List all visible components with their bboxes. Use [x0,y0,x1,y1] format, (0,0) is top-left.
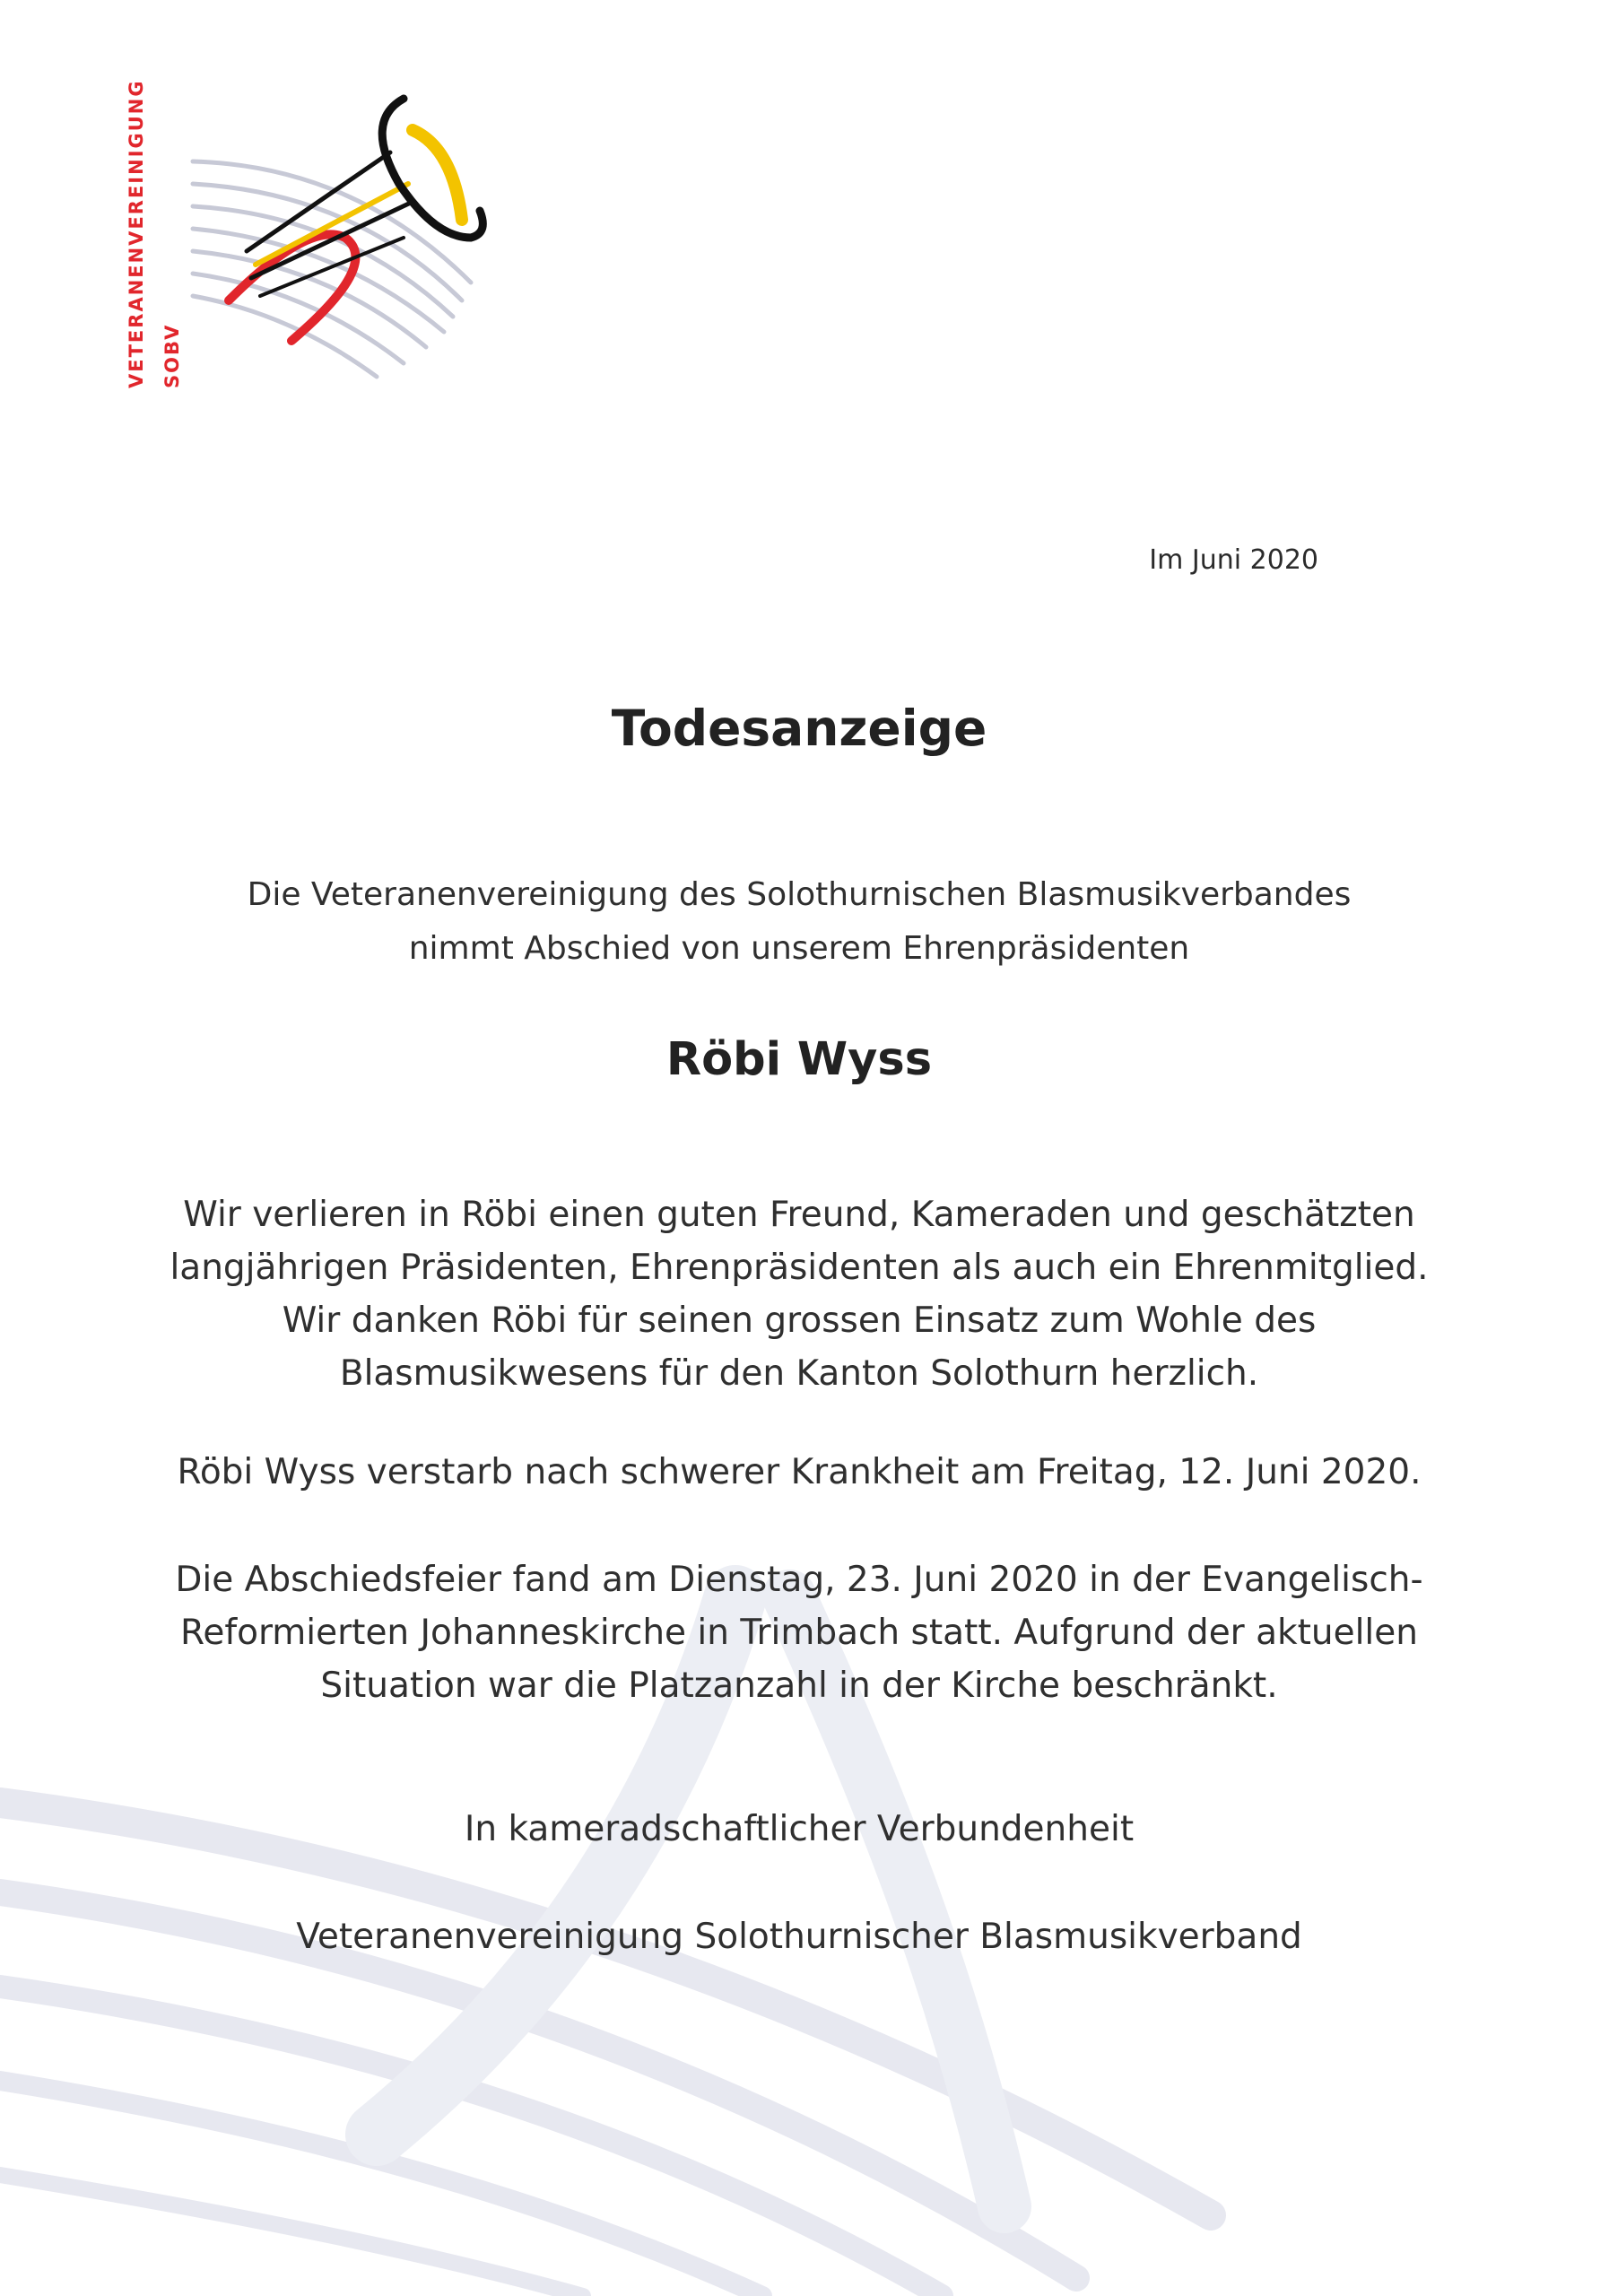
logo-text-line1: VETERANENVEREINIGUNG [126,79,147,388]
logo-text-line2: SOBV [161,323,183,388]
intro-line: nimmt Abschied von unserem Ehrenpräsidenten [408,930,1190,967]
text-line: Die Abschiedsfeier fand am Dienstag, 23. Juni 2020 in der Evangelisch- [175,1560,1423,1600]
page-title: Todesanzeige [611,700,987,757]
text-line: Situation war die Platzanzahl in der Kirche beschränkt. [320,1665,1278,1706]
paragraph-funeral [161,1553,1437,1712]
deceased-name: Röbi Wyss [665,1033,933,1086]
paragraph-death-notice [161,1446,1437,1499]
intro-text [161,868,1437,976]
document-date: Im Juni 2020 [1149,544,1318,576]
text-line: Röbi Wyss verstarb nach schwerer Krankheit am Freitag, 12. Juni 2020. [177,1452,1422,1492]
text-line: Blasmusikwesens für den Kanton Solothurn herzlich. [339,1353,1259,1394]
closing-phrase: In kameradschaftlicher Verbundenheit [464,1809,1135,1849]
text-line: Wir danken Röbi für seinen grossen Einsatz zum Wohle des [282,1300,1317,1341]
intro-line: Die Veteranenvereinigung des Solothurnischen Blasmusikverbandes [247,876,1352,913]
sobv-logo [126,79,538,408]
text-line: Reformierten Johanneskirche in Trimbach statt. Aufgrund der aktuellen [180,1613,1418,1653]
text-line: Wir verlieren in Röbi einen guten Freund, Kameraden und geschätzten [183,1195,1415,1235]
trumpet-icon [175,85,552,399]
signature: Veteranenvereinigung Solothurnischer Blasmusikverband [296,1917,1302,1957]
text-line: langjährigen Präsidenten, Ehrenpräsidenten als auch ein Ehrenmitglied. [170,1248,1429,1288]
paragraph-tribute [161,1188,1437,1400]
